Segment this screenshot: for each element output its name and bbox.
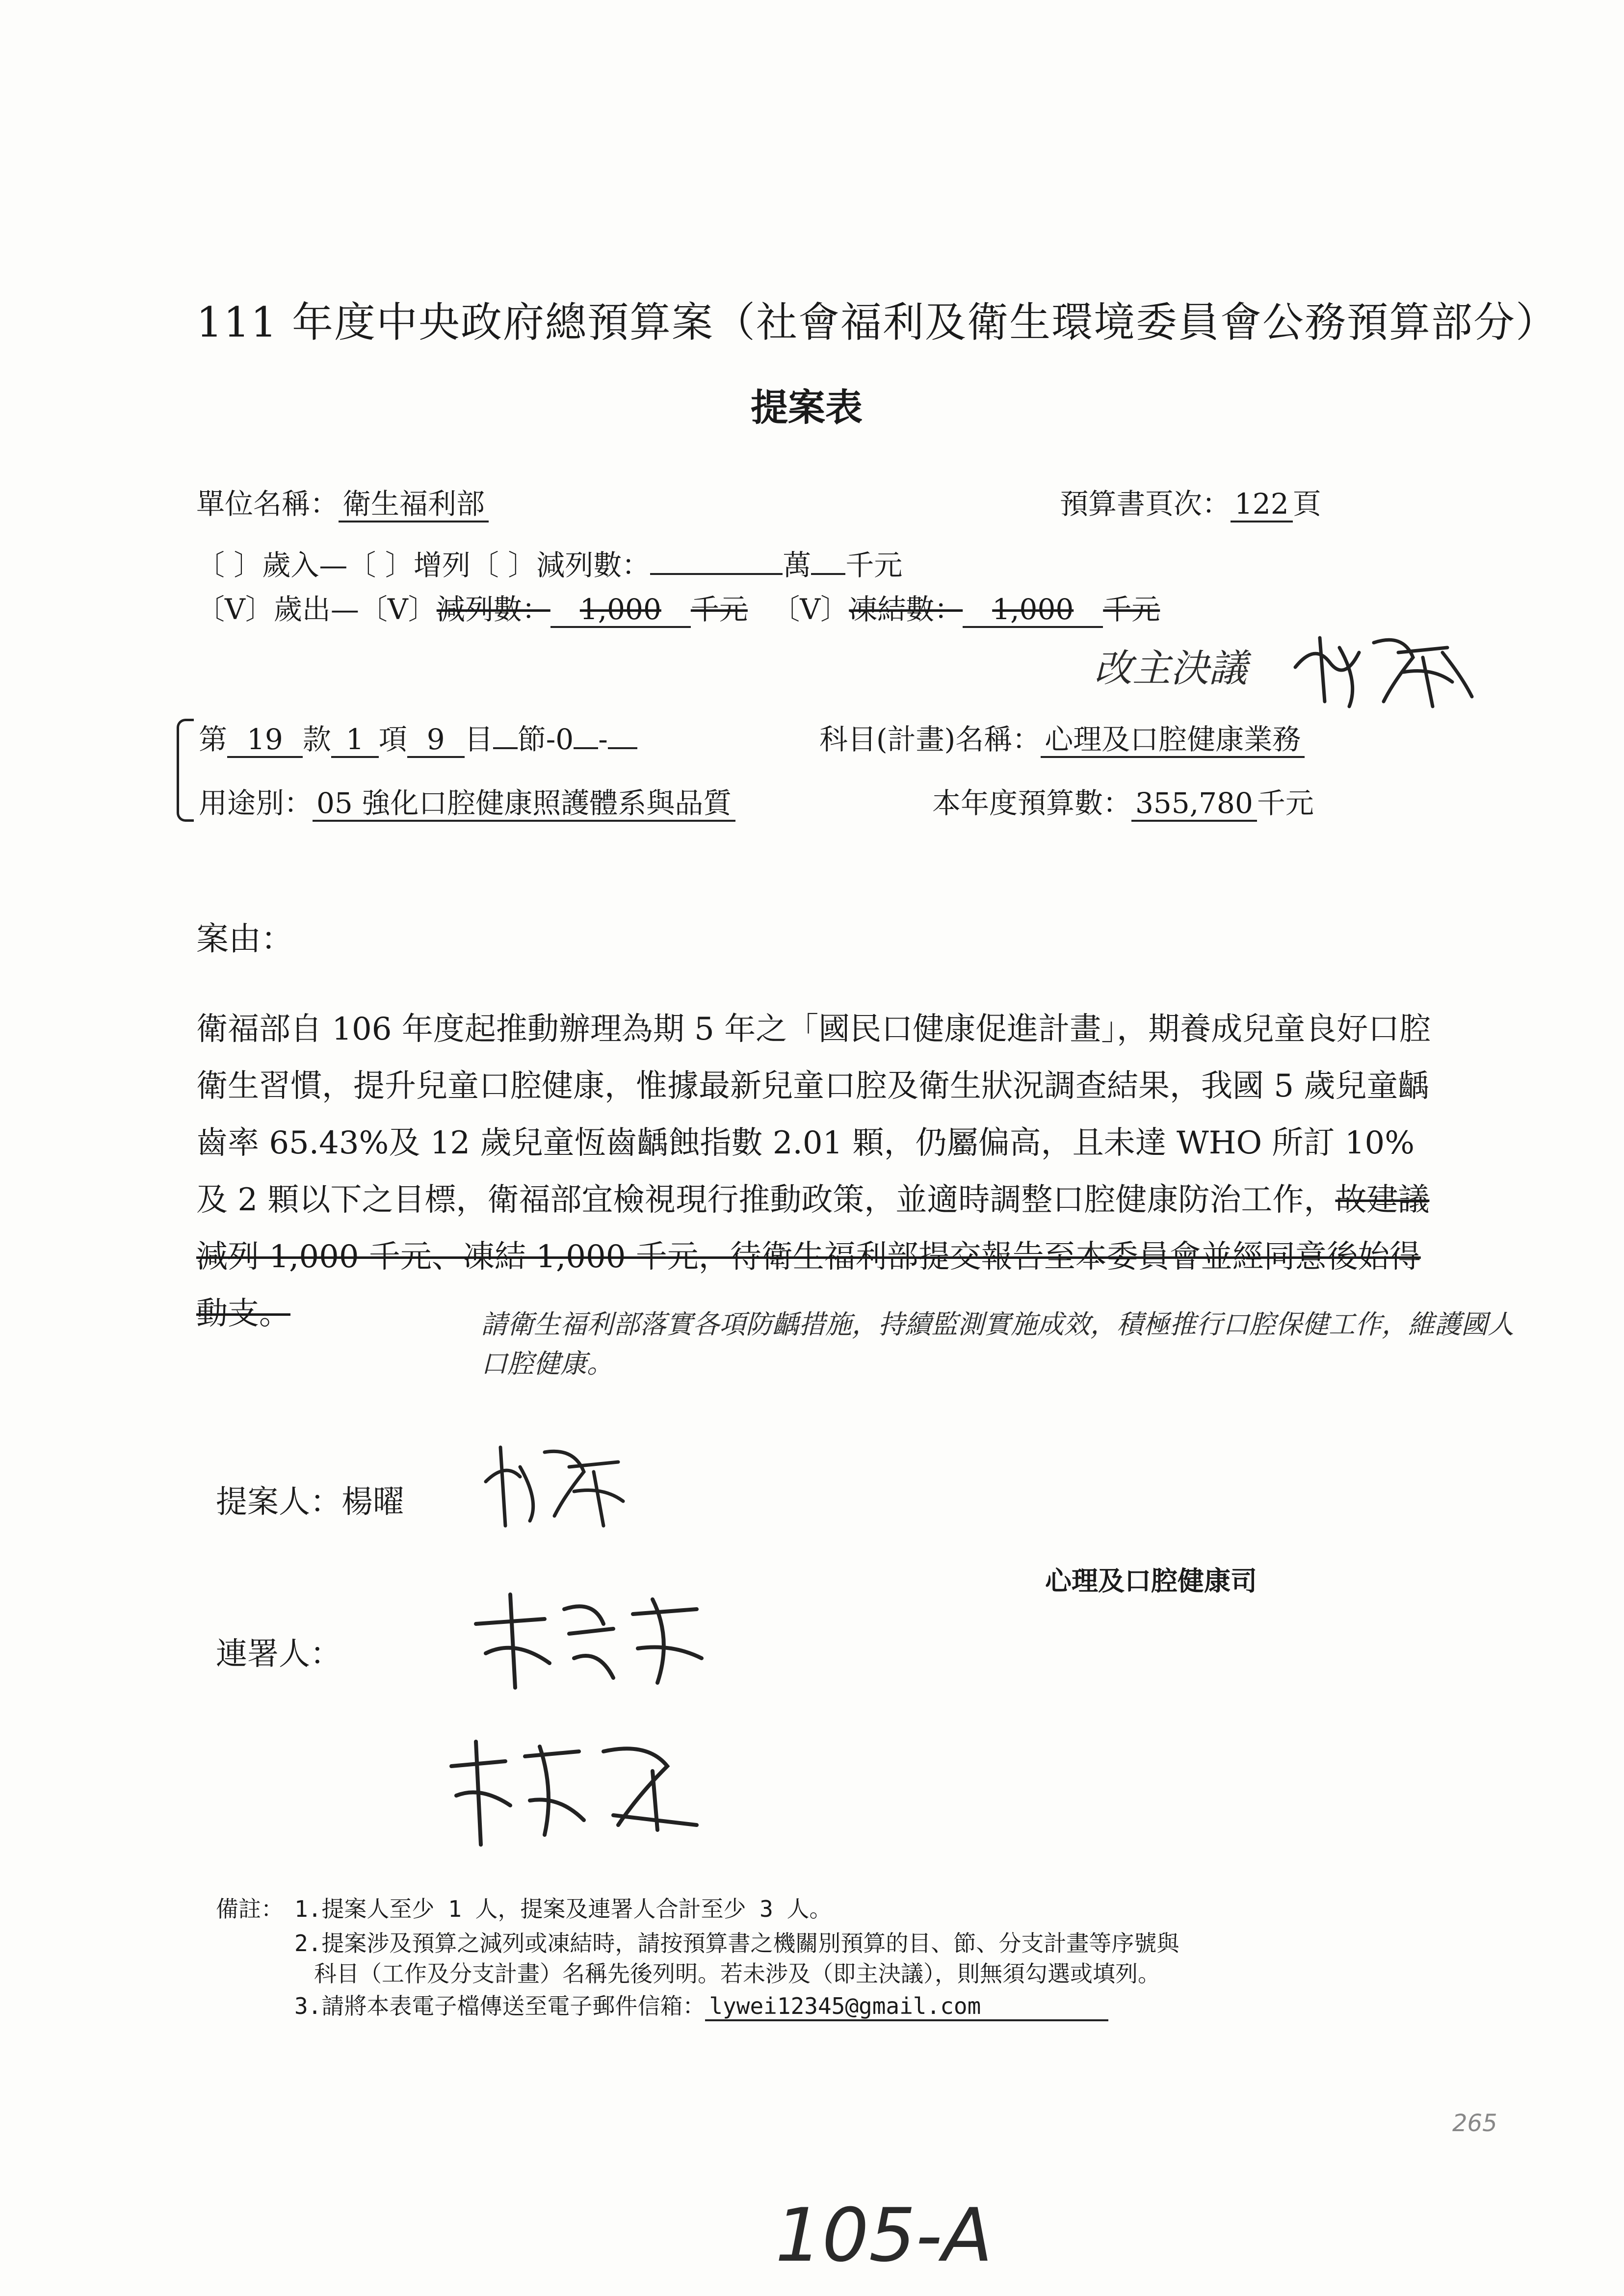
revenue-blank-qian (811, 573, 845, 575)
note-item-1: 1.提案人至少 1 人，提案及連署人合計至少 3 人。 (294, 1896, 832, 1922)
expense-freeze-label: 凍結數： (849, 593, 963, 626)
item-dash: - (598, 723, 608, 756)
reason-struck-text: 故建議減列 1,000 千元、凍結 1,000 千元，待衛生福利部提交報告至本委員會並經同意後始得動支。 (196, 1182, 1430, 1332)
document-title: 111 年度中央政府總預算案（社會福利及衛生環境委員會公務預算部分） (196, 298, 1558, 346)
budget-item-bracket (177, 719, 194, 822)
note-email: lywei12345@gmail.com (705, 1993, 1108, 2021)
revenue-text: 〔 〕歲入—〔 〕增列〔 〕減列數： (196, 548, 651, 582)
item-mu-label: 目 (464, 723, 493, 756)
subject-value: 心理及口腔健康業務 (1041, 723, 1305, 758)
department-stamp: 心理及口腔健康司 (1045, 1565, 1257, 1596)
item-kuan: 19 (227, 723, 303, 758)
item-jie-blank (493, 747, 518, 749)
unit-row (196, 481, 489, 522)
cosigner-signature-2 (442, 1727, 716, 1854)
signature-scribble-icon (471, 1433, 638, 1531)
page-number-small: 265 (1452, 2110, 1497, 2137)
revenue-unit-wan: 萬 (783, 548, 812, 582)
item-mu: 9 (407, 723, 465, 758)
subject-label: 科目(計畫)名稱： (819, 723, 1041, 756)
expense-prefix: 〔V〕歲出—〔V〕 (196, 593, 437, 626)
signature-scribble-icon (466, 1580, 721, 1702)
page-ref-value: 122 (1231, 487, 1293, 522)
item-xiang: 1 (331, 723, 379, 758)
proposer-name: 楊曜 (341, 1484, 404, 1520)
use-value: 05 強化口腔健康照護體系與品質 (313, 786, 735, 822)
annual-budget-value: 355,780 (1131, 786, 1257, 822)
resolution-signature (1285, 623, 1482, 711)
page-ref-unit: 頁 (1292, 487, 1321, 521)
expense-cut-label: 減列數： (436, 593, 550, 626)
reason-text: 衛福部自 106 年度起推動辦理為期 5 年之「國民口健康促進計畫」，期養成兒童良好口腔衛生習慣，提升兒童口腔健康，惟據最新兒童口腔及衛生狀況調查結果，我國 5 歲兒童齲齒率 65.43%及 12 歲兒童恆齒齲蝕指數 2.01 顆，仍屬偏高，且未達 WHO 所訂 10%及 2 顆以下之目標，衛福部宜檢視現行推動政策，並適時調整口腔健康防治工作， (196, 1011, 1431, 1218)
expense-cut-unit: 千元 (690, 593, 748, 626)
cosigner-label: 連署人： (216, 1636, 341, 1672)
subject-row (819, 716, 1305, 757)
annual-budget-label: 本年度預算數： (932, 786, 1132, 820)
reason-heading: 案由： (196, 920, 293, 958)
note-item-2: 2.提案涉及預算之減列或凍結時，請按預算書之機關別預算的目、節、分支計畫等序號與 (294, 1930, 1179, 1957)
item-kuan-label: 款 (302, 723, 331, 756)
page-ref-row (1060, 481, 1321, 522)
expense-row (196, 586, 1160, 627)
item-blank-2 (574, 747, 598, 749)
item-prefix: 第 (199, 723, 228, 756)
use-row (199, 780, 735, 821)
handwritten-resolution-note: 改主決議 (1094, 647, 1248, 691)
expense-freeze-unit: 千元 (1103, 593, 1160, 626)
proposer-signature (471, 1433, 638, 1531)
item-jie-label: 節-0 (517, 723, 574, 756)
handwritten-amendment: 請衛生福利部落實各項防齲措施，持續監測實施成效，積極推行口腔保健工作，維護國人口腔健康。 (481, 1309, 1514, 1379)
notes-label: 備註： (216, 1896, 284, 1922)
cosigner-signature-1 (466, 1580, 721, 1702)
note-item-3 (294, 1991, 1108, 2021)
document-subtitle: 提案表 (751, 386, 863, 429)
note-item-2-cont: 科目（工作及分支計畫）名稱先後列明。若未涉及（即主決議），則無須勾選或填列。 (314, 1960, 1160, 1987)
signature-scribble-icon (1285, 623, 1482, 711)
revenue-row (196, 542, 902, 583)
unit-label: 單位名稱： (196, 487, 339, 521)
item-xiang-label: 項 (378, 723, 407, 756)
reason-paragraph (196, 1001, 1442, 1342)
expense-freeze-prefix: 〔V〕 (771, 593, 849, 626)
proposer-row (216, 1477, 404, 1522)
annual-budget-unit: 千元 (1257, 786, 1314, 820)
expense-freeze-value: 1,000 (963, 593, 1103, 628)
unit-value: 衛生福利部 (339, 487, 489, 522)
note-item-3-text: 3.請將本表電子檔傳送至電子郵件信箱： (294, 1993, 706, 2019)
use-label: 用途別： (199, 786, 313, 820)
revenue-blank-wan (650, 573, 783, 575)
page-ref-label: 預算書頁次： (1060, 487, 1231, 521)
signature-scribble-icon (442, 1727, 716, 1854)
annual-budget-row (932, 780, 1314, 821)
item-blank-3 (608, 747, 637, 749)
expense-cut-value: 1,000 (550, 593, 691, 628)
page-code-handwritten: 105-A (775, 2193, 993, 2278)
budget-item-row (199, 716, 637, 757)
proposer-label: 提案人： (216, 1484, 341, 1520)
revenue-unit-qian: 千元 (845, 548, 903, 582)
